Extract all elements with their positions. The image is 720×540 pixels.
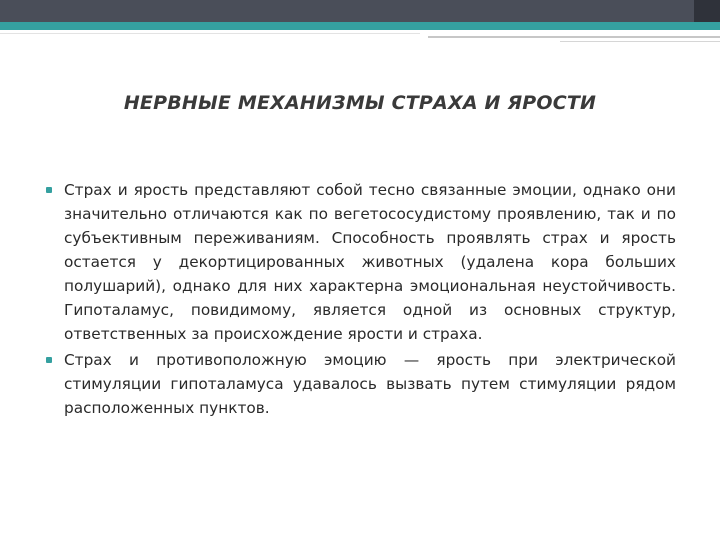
decorative-rule xyxy=(0,33,420,34)
slide-title: НЕРВНЫЕ МЕХАНИЗМЫ СТРАХА И ЯРОСТИ xyxy=(123,92,597,114)
accent-stripe xyxy=(0,22,720,30)
decorative-rule xyxy=(560,41,720,42)
decorative-rule xyxy=(428,36,720,38)
header-bar-accent xyxy=(694,0,720,22)
bullet-icon xyxy=(46,187,52,193)
bullet-item xyxy=(46,348,676,420)
header-bar xyxy=(0,0,720,22)
bullet-icon xyxy=(46,357,52,363)
bullet-text: Страх и ярость представляют собой тесно связанные эмоции, однако они значительно отличаются как по вегетососудистому проявлению, так и по субъективным переживаниям. Способность проявлять страх и ярость остается у декортицированных животных (удалена кора больших полушарий), однако для них характерна эмоциональная неустойчивость. Гипоталамус, повидимому, является одной из основных структур, ответственных за происхождение ярости и страха. xyxy=(64,181,676,343)
bullet-item xyxy=(46,178,676,346)
bullet-text: Страх и противоположную эмоцию — ярость при электрической стимуляции гипоталамуса удавалось вызвать путем стимуляции рядом расположенных пунктов. xyxy=(64,351,676,417)
slide-body xyxy=(46,178,676,422)
